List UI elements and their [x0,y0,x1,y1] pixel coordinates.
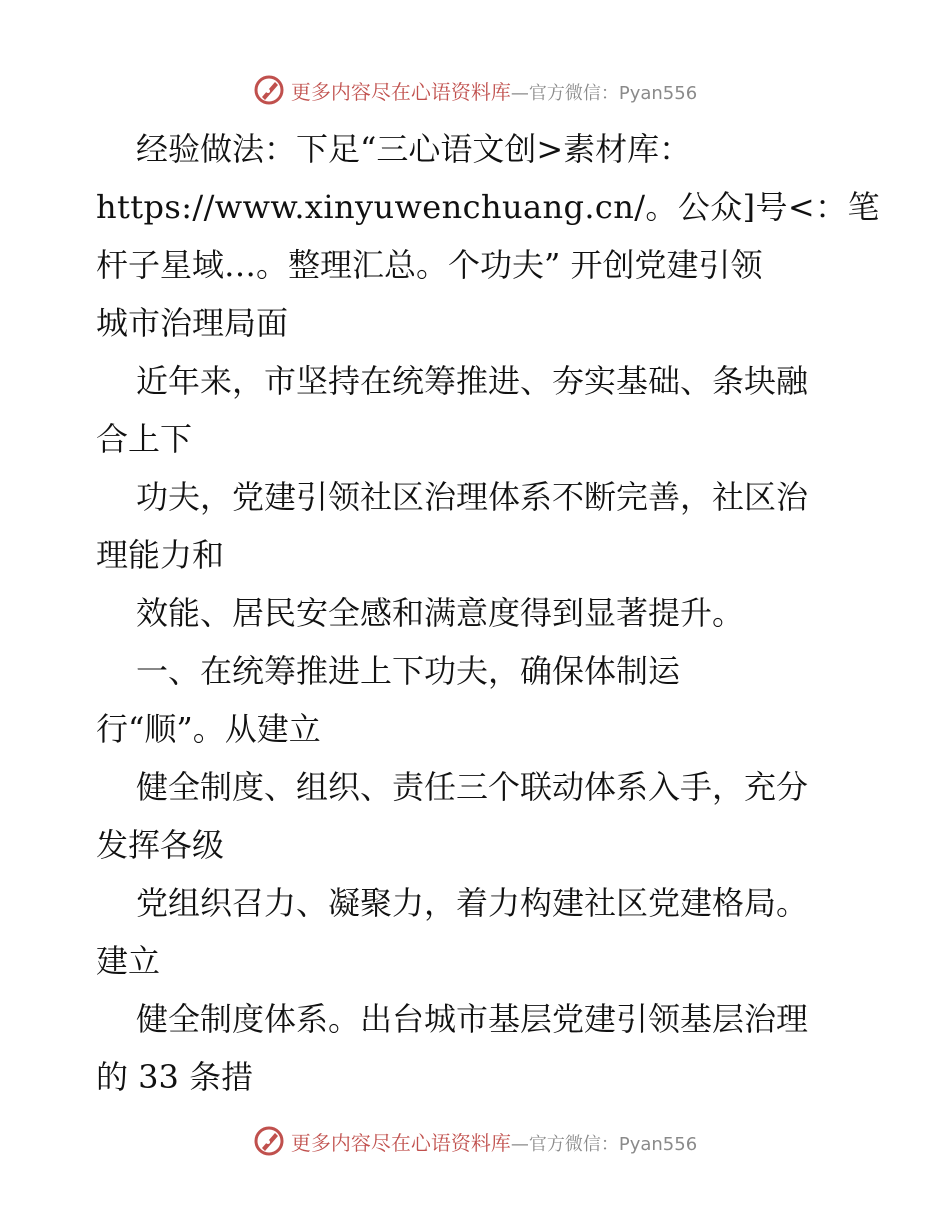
text-line: 健全制度体系。出台城市基层党建引领基层治理 [136,1000,809,1038]
text-line: 近年来，市坚持在统筹推进、夯实基础、条块融 [136,362,809,400]
pen-logo-icon [253,74,285,106]
text-line: 效能、居民安全感和满意度得到显著提升。 [136,594,745,632]
document-body [96,120,880,1106]
text-line: https://www.xinyuwenchuang.cn/。公众]号<：笔 [96,188,880,226]
text-line: 健全制度、组织、责任三个联动体系入手，充分 [136,768,809,806]
watermark-brand: 更多内容尽在心语资料库 [290,79,511,104]
text-line: 行“顺”。从建立 [96,710,321,748]
text-line: 杆子星域…。整理汇总。个功夫” 开创党建引领 [96,246,763,284]
text-line: 建立 [96,942,161,980]
text-line: 城市治理局面 [96,304,289,342]
watermark-text [291,1127,697,1156]
text-line: 理能力和 [96,536,225,574]
text-line: 一、在统筹推进上下功夫，确保体制运 [136,652,681,690]
watermark-brand: 更多内容尽在心语资料库 [290,1130,511,1155]
text-line: 党组织召力、凝聚力，着力构建社区党建格局。 [136,884,809,922]
header-watermark [0,70,950,110]
text-line: 功夫，党建引领社区治理体系不断完善，社区治 [136,478,809,516]
text-line: 发挥各级 [96,826,225,864]
footer-watermark [0,1121,950,1161]
text-line: 合上下 [96,420,193,458]
watermark-text [291,76,697,105]
watermark-contact: —官方微信：Pyan556 [510,82,698,104]
watermark-contact: —官方微信：Pyan556 [510,1133,698,1155]
text-line: 经验做法：下足“三心语文创>素材库： [136,130,692,168]
pen-logo-icon [253,1125,285,1157]
text-line: 的 33 条措 [96,1058,254,1096]
